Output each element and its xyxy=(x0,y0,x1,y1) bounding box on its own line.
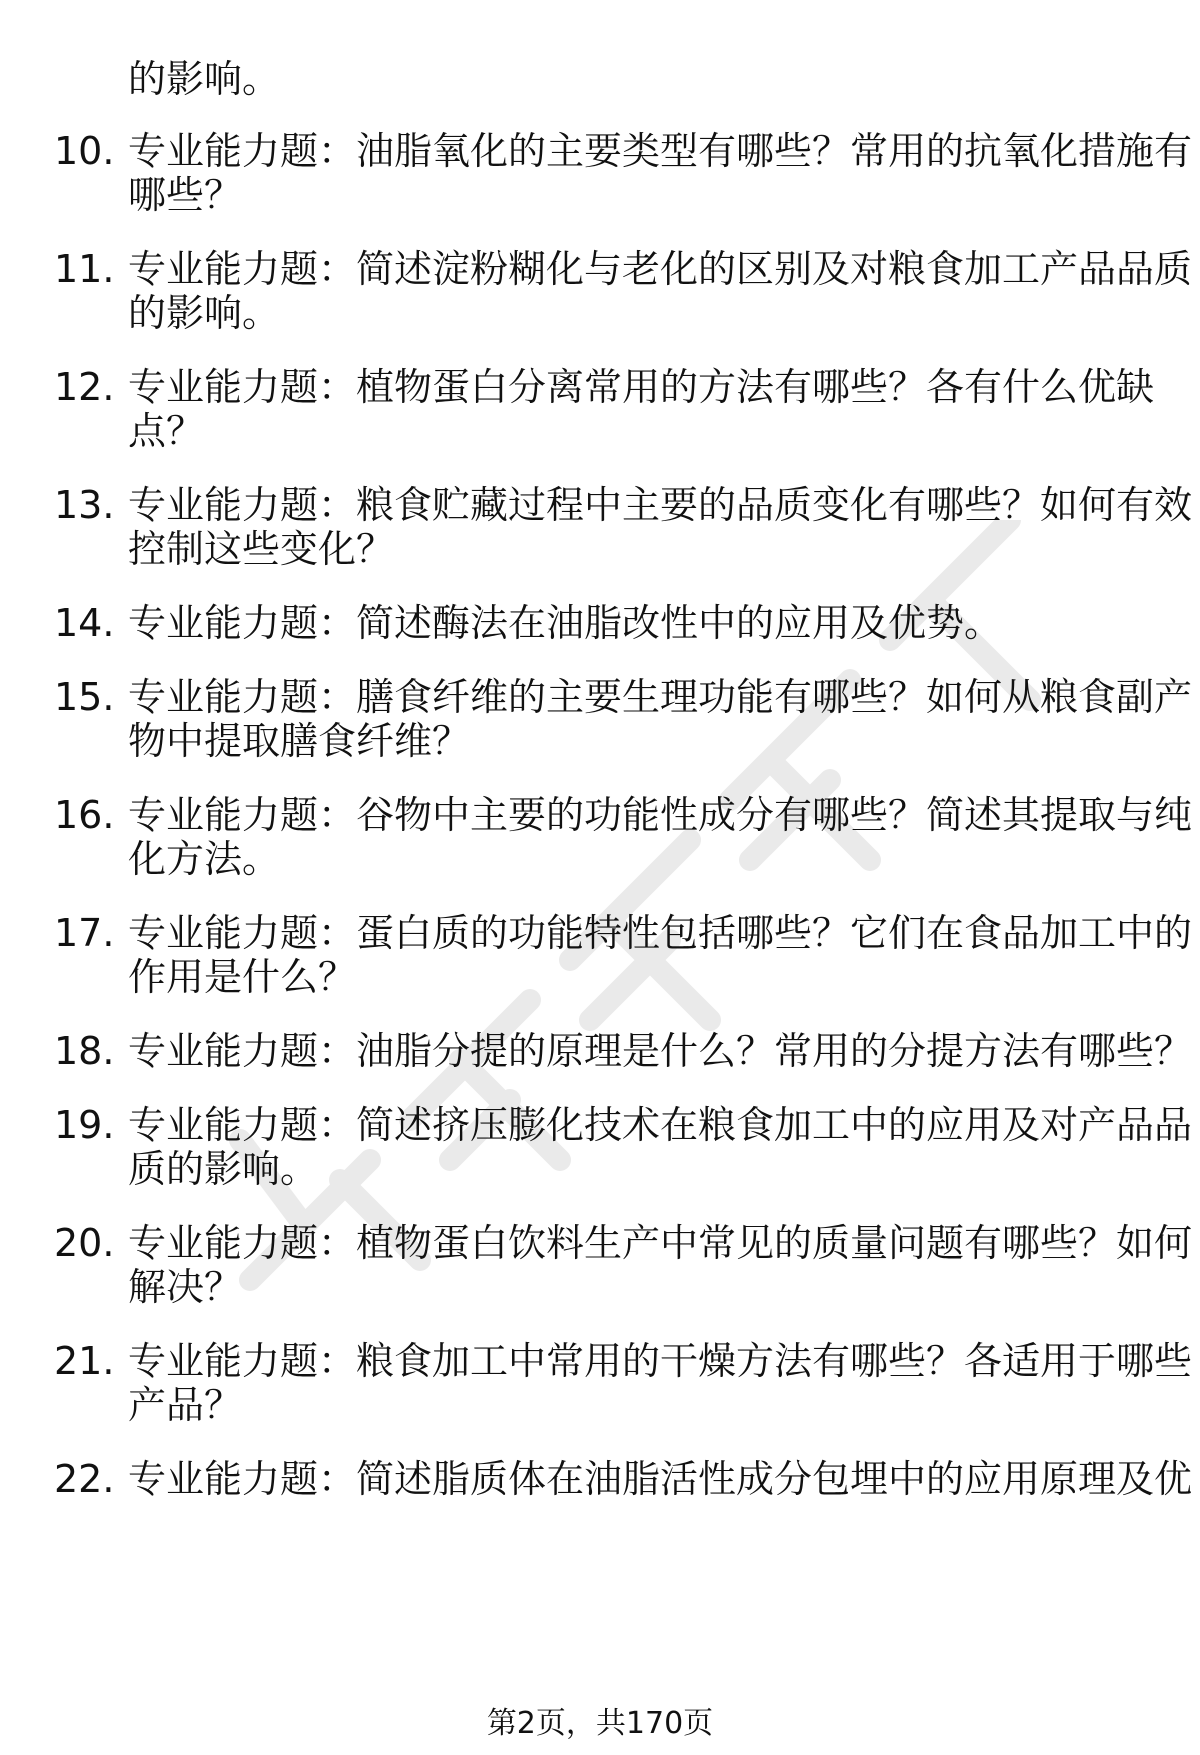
item-number: 17. xyxy=(54,911,115,955)
item-text-line1: 专业能力题：植物蛋白分离常用的方法有哪些？各有什么优缺 xyxy=(128,365,1155,409)
item-number: 10. xyxy=(54,129,115,173)
item-number: 20. xyxy=(54,1221,115,1265)
item-text-line2: 化方法。 xyxy=(128,837,281,881)
item-text-line1: 专业能力题：蛋白质的功能特性包括哪些？它们在食品加工中的 xyxy=(128,911,1193,955)
item-number: 18. xyxy=(54,1029,115,1073)
item-text-line1: 专业能力题：膳食纤维的主要生理功能有哪些？如何从粮食副产 xyxy=(128,675,1193,719)
item-text-line2: 控制这些变化？ xyxy=(128,527,395,571)
item-text-line1: 专业能力题：粮食加工中常用的干燥方法有哪些？各适用于哪些 xyxy=(128,1339,1193,1383)
item-text-line2: 哪些？ xyxy=(128,173,243,217)
item-text-line2: 质的影响。 xyxy=(128,1147,319,1191)
page-footer: 第2页，共170页 xyxy=(486,1706,714,1741)
item-text-line2: 解决？ xyxy=(128,1265,243,1309)
item-text-line1: 专业能力题：简述淀粉糊化与老化的区别及对粮食加工产品品质 xyxy=(128,247,1193,291)
item-text-line2: 点？ xyxy=(128,409,205,453)
item-text-line1: 专业能力题：简述脂质体在油脂活性成分包埋中的应用原理及优 xyxy=(128,1457,1193,1501)
item-text-line1: 专业能力题：简述挤压膨化技术在粮食加工中的应用及对产品品 xyxy=(128,1103,1193,1147)
item-text-line1: 专业能力题：粮食贮藏过程中主要的品质变化有哪些？如何有效 xyxy=(128,483,1193,527)
item-text-line1: 专业能力题：简述酶法在油脂改性中的应用及优势。 xyxy=(128,601,1003,645)
item-text-line2: 产品？ xyxy=(128,1383,243,1427)
item-text-line1: 专业能力题：油脂氧化的主要类型有哪些？常用的抗氧化措施有 xyxy=(128,129,1193,173)
item-text-line2: 作用是什么？ xyxy=(128,955,357,999)
item-text-line2: 的影响。 xyxy=(128,291,281,335)
item-number: 22. xyxy=(54,1457,115,1501)
item-text-line1: 专业能力题：谷物中主要的功能性成分有哪些？简述其提取与纯 xyxy=(128,793,1193,837)
item-number: 14. xyxy=(54,601,115,645)
item-number: 12. xyxy=(54,365,115,409)
item-number: 21. xyxy=(54,1339,115,1383)
item-number: 15. xyxy=(54,675,115,719)
item-number: 13. xyxy=(54,483,115,527)
item-text-line2: 物中提取膳食纤维？ xyxy=(128,719,471,763)
item-number: 16. xyxy=(54,793,115,837)
item-number: 11. xyxy=(54,247,115,291)
item-text-line1: 专业能力题：油脂分提的原理是什么？常用的分提方法有哪些？ xyxy=(128,1029,1193,1073)
item-text-line1: 专业能力题：植物蛋白饮料生产中常见的质量问题有哪些？如何 xyxy=(128,1221,1193,1265)
item-number: 19. xyxy=(54,1103,115,1147)
top-continuation-text: 的影响。 xyxy=(128,57,281,101)
